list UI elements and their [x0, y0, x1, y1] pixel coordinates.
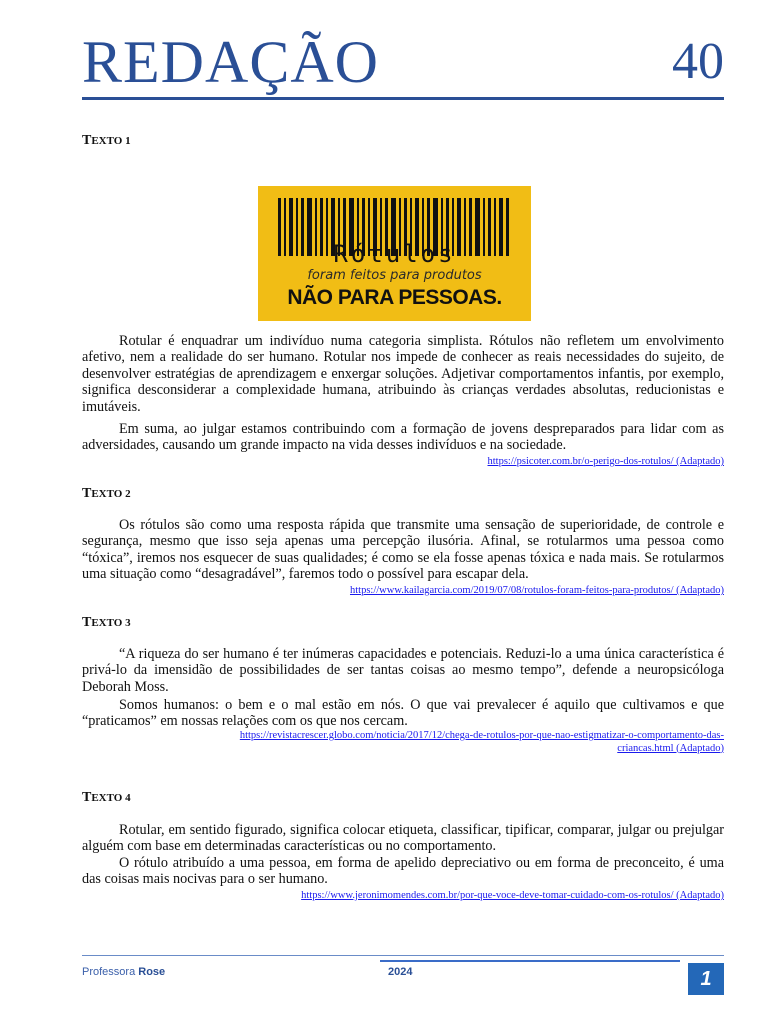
- texto-3-source-link-line-1[interactable]: https://revistacrescer.globo.com/noticia/2017/12/chega-de-rotulos-por-que-nao-estigmatizar-o-comportamento-das-: [239, 730, 724, 741]
- texto-1-paragraph-1: Rotular é enquadrar um indivíduo numa categoria simplista. Rótulos não refletem um envolvimento afetivo, nem a realidade do ser humano. Rotular nos impede de conhecer as reais necessidades do sujeito, de desenvolver estratégias de aprendizagem e enxergar soluções. Adjetivar comportamentos infantis, por exemplo, significa desconsiderar a complexidade humana, atribuindo às crianças verdades absolutas, reducionistas e imutáveis.: [82, 333, 724, 415]
- banner-word: Rótulos: [333, 240, 456, 268]
- page-number-badge: 1: [688, 963, 724, 995]
- texto-1-paragraph-2: Em suma, ao julgar estamos contribuindo com a formação de jovens despreparados para lidar com as adversidades, causando um grande impacto na vida desses indivíduos e na sociedade.: [82, 421, 724, 454]
- texto-4-source-link[interactable]: https://www.jeronimomendes.com.br/por-que-voce-deve-tomar-cuidado-com-os-rotulos/ (Adaptado): [301, 890, 724, 901]
- texto-1-source: [82, 456, 724, 469]
- texto-2-source: [82, 585, 724, 598]
- page-title: REDAÇÃO: [82, 29, 380, 95]
- texto-3-source-link-line-2[interactable]: criancas.html (Adaptado): [617, 742, 724, 754]
- texto-2-source-link[interactable]: https://www.kailagarcia.com/2019/07/08/rotulos-foram-feitos-para-produtos/ (Adaptado): [349, 585, 724, 596]
- footer-accent-bar: [380, 960, 680, 962]
- texto-2-heading: TEXTO 2: [82, 486, 131, 501]
- banner-subtitle: foram feitos para produtos: [307, 268, 482, 283]
- texto-4-source: [82, 890, 724, 903]
- page-header: [82, 28, 724, 98]
- texto-4-paragraph-1: Rotular, em sentido figurado, significa colocar etiqueta, classificar, tipificar, comparar, julgar ou prejulgar alguém com base em determinadas características ou no comportamento.: [82, 822, 724, 855]
- footer-teacher: Professora Rose: [82, 966, 166, 978]
- texto-3-source: [82, 730, 724, 755]
- texto-3-paragraph-1: “A riqueza do ser humano é ter inúmeras capacidades e potenciais. Reduzi-lo a uma única característica é privá-lo da imensidão de possibilidades de ser tantas coisas ao mesmo tempo”, defende a neuropsicóloga Deborah Moss.: [82, 646, 724, 695]
- rotulos-banner-image: [258, 186, 531, 321]
- texto-4-heading: TEXTO 4: [82, 790, 131, 805]
- texto-1-heading: TEXTO 1: [82, 133, 131, 148]
- header-divider: [82, 97, 724, 100]
- page-number-heading: 40: [672, 33, 724, 90]
- texto-4-paragraph-2: O rótulo atribuído a uma pessoa, em forma de apelido depreciativo ou em forma de preconceito, é uma das coisas mais nocivas para o ser humano.: [82, 855, 724, 888]
- footer-divider: [82, 955, 724, 956]
- texto-1-source-link[interactable]: https://psicoter.com.br/o-perigo-dos-rotulos/ (Adaptado): [487, 456, 724, 467]
- banner-main-text: NÃO PARA PESSOAS.: [287, 286, 502, 309]
- texto-3-paragraph-2: Somos humanos: o bem e o mal estão em nós. O que vai prevalecer é aquilo que cultivamos e que “praticamos” em nossas relações com os que nos cercam.: [82, 697, 724, 730]
- texto-2-paragraph-1: Os rótulos são como uma resposta rápida que transmite uma sensação de superioridade, de controle e segurança, mesmo que isso seja apenas uma percepção ilusória. Afinal, se rotularmos uma pessoa como “tóxica”, iremos nos esquecer de suas qualidades; é como se ela fosse apenas tóxica e nada mais. Se rotularmos uma situação como “desagradável”, faremos todo o possível para escapar dela.: [82, 517, 724, 583]
- texto-3-heading: TEXTO 3: [82, 615, 131, 630]
- footer-year: 2024: [388, 966, 413, 978]
